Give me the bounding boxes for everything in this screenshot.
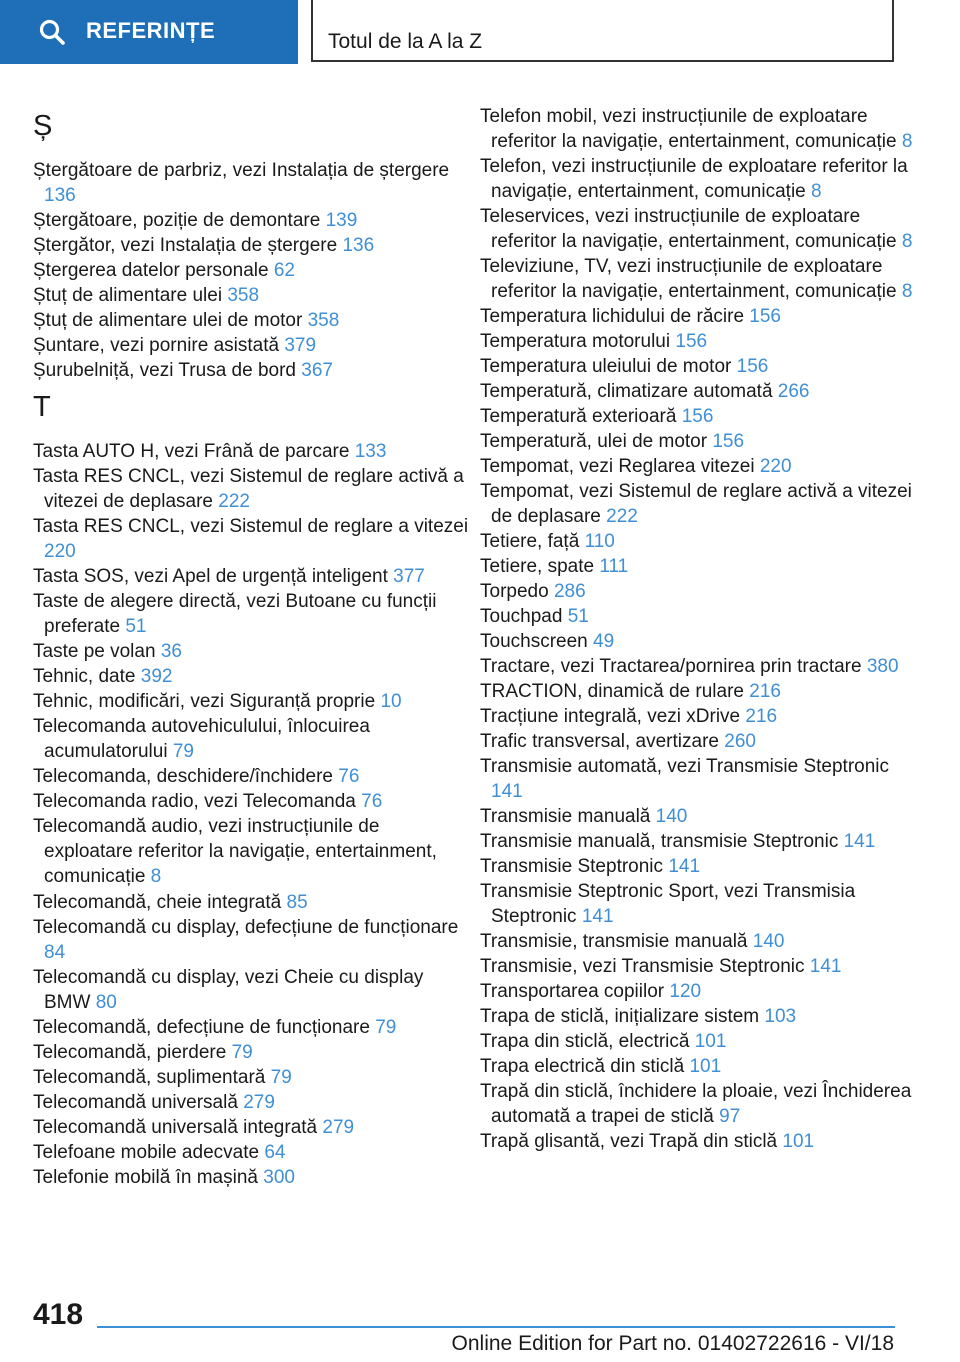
index-entry <box>480 429 917 454</box>
entry-term: Tasta RES CNCL, vezi Sistemul de reglare activă a vitezei de deplasare <box>33 466 464 513</box>
index-entry <box>480 404 917 429</box>
page-link[interactable]: 8 <box>901 281 913 303</box>
page-link[interactable]: 51 <box>567 606 589 627</box>
page-link[interactable]: 380 <box>866 656 899 677</box>
page-header <box>0 0 960 66</box>
index-entry <box>33 764 470 789</box>
index-entry <box>33 814 470 890</box>
entry-term: Tasta RES CNCL, vezi Sistemul de reglare a vitezei <box>33 516 469 537</box>
index-entry <box>33 158 470 208</box>
index-entry <box>480 104 917 154</box>
page-link[interactable]: 216 <box>749 681 781 702</box>
page-link[interactable]: 101 <box>689 1056 722 1077</box>
index-entry <box>480 854 917 879</box>
entry-term: Temperatură exterioară <box>480 406 682 427</box>
index-entry <box>480 1129 917 1154</box>
entry-term: Ștergător, vezi Instalația de ștergere <box>33 235 343 256</box>
index-entry <box>480 729 917 754</box>
index-entry <box>33 333 470 358</box>
index-entry <box>33 689 470 714</box>
entry-term: Telecomandă cu display, vezi Cheie cu display BMW <box>33 967 424 1014</box>
page-link[interactable]: 279 <box>243 1092 275 1113</box>
references-tab-label: REFERINȚE <box>86 18 216 43</box>
index-entry <box>33 1065 470 1090</box>
index-entry <box>33 1040 470 1065</box>
entry-term: Telecomandă universală integrată <box>33 1117 323 1138</box>
index-entry <box>480 829 917 854</box>
entry-term: Tehnic, modificări, vezi Siguranță proprie <box>33 691 381 712</box>
entry-term: Tetiere, spate <box>480 556 600 577</box>
index-entry <box>33 439 470 464</box>
index-entry <box>480 754 917 804</box>
index-entry <box>480 879 917 929</box>
index-entry <box>480 929 917 954</box>
entry-term: Temperatură, ulei de motor <box>480 431 713 452</box>
entry-term: Telefoane mobile adecvate <box>33 1142 265 1163</box>
page-link[interactable]: 79 <box>270 1067 292 1088</box>
index-entry <box>480 679 917 704</box>
index-entry <box>480 704 917 729</box>
page-link[interactable]: 156 <box>712 431 745 452</box>
page-link[interactable]: 377 <box>393 566 425 587</box>
page-link[interactable]: 8 <box>811 181 822 203</box>
entry-term: Transmisie manuală, transmisie Steptronic <box>480 831 844 852</box>
edition-note: Online Edition for Part no. 01402722616 - VI/18 <box>451 1332 894 1355</box>
entry-term: Torpedo <box>480 581 554 602</box>
page-link[interactable]: 8 <box>901 131 913 153</box>
page-link[interactable]: 76 <box>338 766 360 787</box>
entry-term: Transportarea copiilor <box>480 981 670 1002</box>
page-link[interactable]: 220 <box>44 541 76 563</box>
index-entry <box>33 965 470 1015</box>
page-link[interactable]: 103 <box>764 1006 797 1027</box>
entry-term: Șuntare, vezi pornire asistată <box>33 335 285 356</box>
page-link[interactable]: 279 <box>322 1117 355 1138</box>
entry-term: Temperatură, climatizare automată <box>480 381 778 402</box>
page-link[interactable]: 49 <box>593 631 615 652</box>
index-entry <box>33 283 470 308</box>
entry-term: Telecomandă cu display, defecțiune de funcționare <box>33 917 459 938</box>
entry-term: Șurubelniță, vezi Trusa de bord <box>33 360 302 381</box>
index-entry <box>33 358 470 383</box>
entry-term: Taste pe volan <box>33 641 161 662</box>
section-letter: Ș <box>33 110 53 142</box>
entry-term: Ștergătoare, poziție de demontare <box>33 210 326 231</box>
page-link[interactable]: 222 <box>606 506 638 528</box>
entry-term: Telecomandă, cheie integrată <box>33 892 287 913</box>
index-entry <box>33 589 470 639</box>
index-entry <box>480 154 917 204</box>
section-letter: T <box>33 391 51 423</box>
index-entry <box>33 714 470 764</box>
page-link[interactable]: 10 <box>380 691 402 712</box>
page-link[interactable]: 120 <box>669 981 702 1002</box>
page-link[interactable]: 111 <box>599 556 629 577</box>
page-link[interactable]: 76 <box>361 791 383 812</box>
references-tab[interactable] <box>0 0 298 64</box>
page-link[interactable]: 222 <box>218 491 250 513</box>
entry-term: Transmisie manuală <box>480 806 656 827</box>
page-link[interactable]: 79 <box>172 741 194 763</box>
index-entry <box>480 554 917 579</box>
index-entry <box>33 564 470 589</box>
entry-term: Trapa de sticlă, inițializare sistem <box>480 1006 765 1027</box>
index-entry <box>480 529 917 554</box>
page-link[interactable]: 62 <box>273 260 295 281</box>
search-icon <box>38 18 66 46</box>
page-link[interactable]: 101 <box>782 1131 815 1152</box>
index-entry <box>480 329 917 354</box>
page-link[interactable]: 64 <box>264 1142 286 1163</box>
index-entry <box>480 804 917 829</box>
entry-term: Telecomandă universală <box>33 1092 244 1113</box>
page-link[interactable]: 139 <box>325 210 358 231</box>
entry-term: Trapă glisantă, vezi Trapă din sticlă <box>480 1131 783 1152</box>
index-entry <box>33 1090 470 1115</box>
entry-term: Ștergătoare de parbriz, vezi Instalația de ștergere <box>33 160 450 181</box>
index-entry <box>33 1165 470 1190</box>
entry-term: Ștuț de alimentare ulei de motor <box>33 310 308 331</box>
index-entry <box>33 514 470 564</box>
page-link[interactable]: 392 <box>140 666 173 687</box>
page-link[interactable]: 141 <box>843 831 876 852</box>
entry-term: Transmisie automată, vezi Transmisie Steptronic <box>480 756 890 777</box>
entry-term: Ștuț de alimentare ulei <box>33 285 228 306</box>
index-entry <box>480 604 917 629</box>
entry-term: Tractare, vezi Tractarea/pornirea prin tractare <box>480 656 867 677</box>
entry-term: Tasta AUTO H, vezi Frână de parcare <box>33 441 355 462</box>
page-link[interactable]: 156 <box>681 406 714 427</box>
entry-term: Tracțiune integrală, vezi xDrive <box>480 706 746 727</box>
index-entry <box>33 1015 470 1040</box>
entry-term: Teleservices, vezi instrucțiunile de exploatare referitor la navigație, entertainment, comunicație <box>480 206 902 253</box>
entry-term: Telecomandă audio, vezi instrucțiunile de exploatare referitor la navigație, entertainment, comunicație <box>33 816 437 888</box>
entry-term: Telefon, vezi instrucțiunile de exploatare referitor la navigație, entertainment, comunicație <box>480 156 908 203</box>
index-entry <box>33 639 470 664</box>
index-entry <box>33 789 470 814</box>
entry-term: Ștergerea datelor personale <box>33 260 274 281</box>
entry-term: Trapa din sticlă, electrică <box>480 1031 695 1052</box>
page-link[interactable]: 358 <box>307 310 340 331</box>
page-link[interactable]: 101 <box>694 1031 727 1052</box>
index-entry <box>33 208 470 233</box>
index-entry <box>480 479 917 529</box>
index-entry <box>33 890 470 915</box>
page-link[interactable]: 51 <box>125 616 147 638</box>
entry-term: Telecomandă, suplimentară <box>33 1067 271 1088</box>
index-entry <box>480 254 917 304</box>
entry-term: Televiziune, TV, vezi instrucțiunile de exploatare referitor la navigație, entertainment, comunicație <box>480 256 902 303</box>
entry-term: Touchpad <box>480 606 568 627</box>
index-entry <box>480 354 917 379</box>
entry-term: Tetiere, față <box>480 531 585 552</box>
chapter-title: Totul de la A la Z <box>328 30 483 53</box>
index-entry <box>480 304 917 329</box>
page-link[interactable]: 286 <box>553 581 586 602</box>
page-link[interactable]: 84 <box>44 942 66 964</box>
entry-term: Transmisie, vezi Transmisie Steptronic <box>480 956 810 977</box>
entry-term: Telecomandă, defecțiune de funcționare <box>33 1017 376 1038</box>
page-link[interactable]: 260 <box>724 731 756 752</box>
page-link[interactable]: 141 <box>581 906 614 928</box>
index-entry <box>480 579 917 604</box>
index-entry <box>33 1115 470 1140</box>
entry-term: Tasta SOS, vezi Apel de urgență inteligent <box>33 566 394 587</box>
page-link[interactable]: 141 <box>491 781 523 803</box>
index-entry <box>480 454 917 479</box>
entry-term: Transmisie Steptronic <box>480 856 669 877</box>
index-entry <box>33 308 470 333</box>
page-link[interactable]: 300 <box>263 1167 295 1188</box>
page-link[interactable]: 110 <box>584 531 615 552</box>
page-link[interactable]: 8 <box>150 866 162 888</box>
index-entry <box>33 915 470 965</box>
entry-term: Telecomanda autovehiculului, înlocuirea acumulatorului <box>33 716 370 763</box>
entry-term: Telecomanda, deschidere/închidere <box>33 766 339 787</box>
index-entry <box>480 1079 917 1129</box>
index-entry <box>33 233 470 258</box>
index-entry <box>480 954 917 979</box>
page-link[interactable]: 80 <box>95 992 117 1014</box>
entry-term: Transmisie, transmisie manuală <box>480 931 753 952</box>
entry-term: Transmisie Steptronic Sport, vezi Transmisia Steptronic <box>480 881 856 928</box>
page-link[interactable]: 140 <box>655 806 688 827</box>
page-link[interactable]: 156 <box>675 331 708 352</box>
page-link[interactable]: 79 <box>231 1042 253 1063</box>
entry-term: Telecomanda radio, vezi Telecomanda <box>33 791 362 812</box>
page-link[interactable]: 8 <box>901 231 913 253</box>
index-entry <box>33 258 470 283</box>
index-entry <box>480 1029 917 1054</box>
index-entry <box>480 979 917 1004</box>
entry-term: Trafic transversal, avertizare <box>480 731 725 752</box>
page-link[interactable]: 79 <box>375 1017 397 1038</box>
page-link[interactable]: 141 <box>668 856 701 877</box>
entry-term: Touchscreen <box>480 631 594 652</box>
entry-term: Tehnic, date <box>33 666 141 687</box>
index-entry <box>480 629 917 654</box>
page-link[interactable]: 136 <box>342 235 375 256</box>
entry-term: Tempomat, vezi Sistemul de reglare activă a vitezei de deplasare <box>480 481 912 528</box>
entry-term: Tempomat, vezi Reglarea vitezei <box>480 456 760 477</box>
entry-term: Temperatura motorului <box>480 331 676 352</box>
page-link[interactable]: 358 <box>227 285 260 306</box>
page-link[interactable]: 141 <box>809 956 842 977</box>
page-link[interactable]: 36 <box>160 641 182 662</box>
index-entry <box>33 1140 470 1165</box>
page-link[interactable]: 140 <box>752 931 785 952</box>
page-link[interactable]: 266 <box>777 381 810 402</box>
index-entry <box>33 464 470 514</box>
entry-term: TRACTION, dinamică de rulare <box>480 681 750 702</box>
index-entry <box>480 379 917 404</box>
entry-term: Telecomandă, pierdere <box>33 1042 232 1063</box>
entry-term: Taste de alegere directă, vezi Butoane cu funcții preferate <box>33 591 437 638</box>
chapter-tab[interactable] <box>311 0 894 62</box>
page-link[interactable]: 216 <box>745 706 778 727</box>
index-entry <box>480 1054 917 1079</box>
entry-term: Trapă din sticlă, închidere la ploaie, vezi Închiderea automată a trapei de sticlă <box>480 1081 912 1128</box>
entry-term: Telefon mobil, vezi instrucțiunile de exploatare referitor la navigație, entertainment, comunicație <box>480 106 902 153</box>
entry-term: Temperatura lichidului de răcire <box>480 306 750 327</box>
footer-divider <box>97 1326 895 1328</box>
index-entry <box>480 654 917 679</box>
page-link[interactable]: 379 <box>284 335 317 356</box>
page-link[interactable]: 136 <box>44 185 76 207</box>
page-link[interactable]: 220 <box>759 456 792 477</box>
index-entry <box>480 204 917 254</box>
index-entry <box>480 1004 917 1029</box>
entry-term: Telefonie mobilă în mașină <box>33 1167 264 1188</box>
entry-term: Trapa electrică din sticlă <box>480 1056 690 1077</box>
page-link[interactable]: 156 <box>749 306 781 327</box>
page-link[interactable]: 97 <box>719 1106 741 1128</box>
page-link[interactable]: 133 <box>354 441 387 462</box>
page-link[interactable]: 156 <box>736 356 769 377</box>
page-number: 418 <box>33 1298 84 1331</box>
index-entry <box>33 664 470 689</box>
page-link[interactable]: 367 <box>301 360 333 381</box>
entry-term: Temperatura uleiului de motor <box>480 356 737 377</box>
page-link[interactable]: 85 <box>286 892 308 913</box>
